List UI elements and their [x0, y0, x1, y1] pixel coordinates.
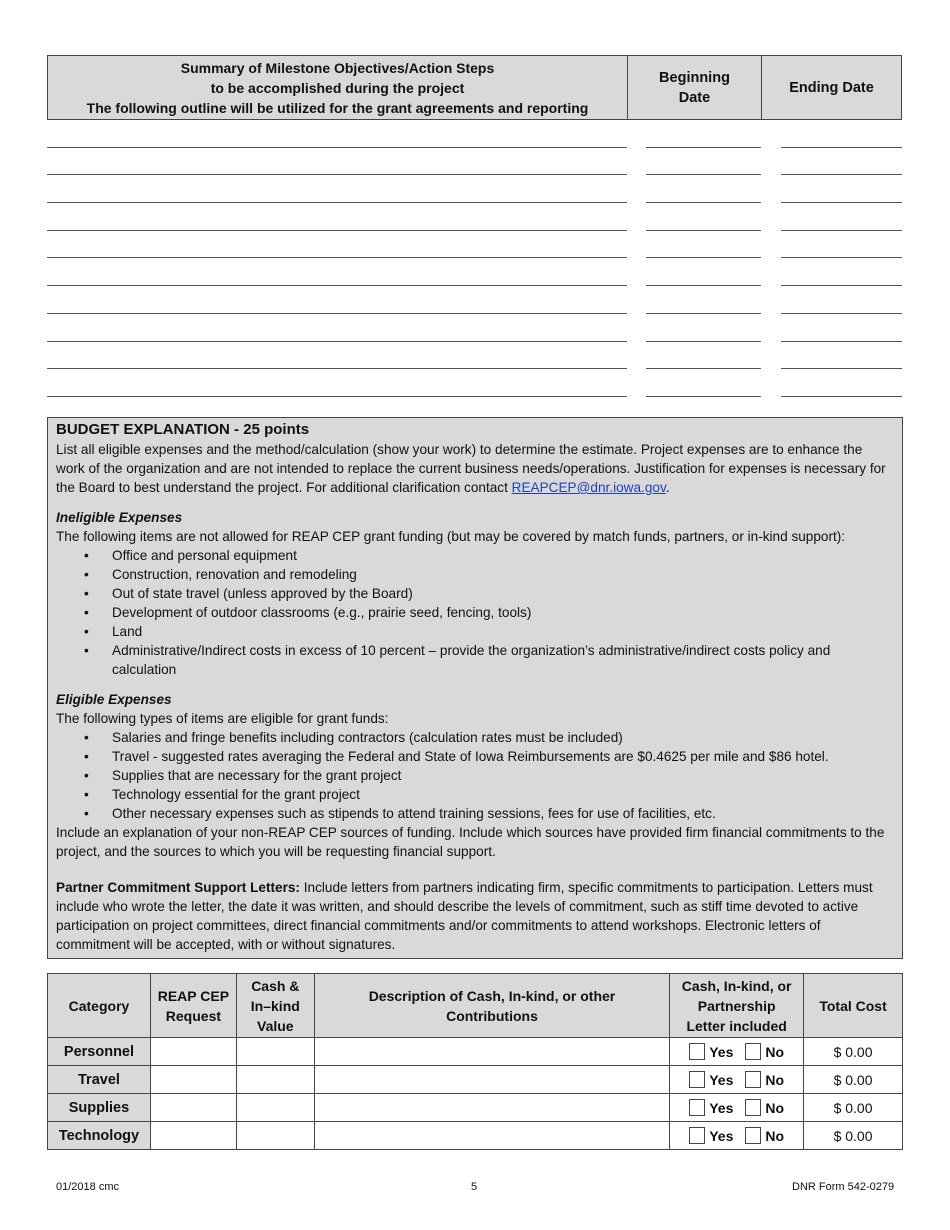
list-item: • Out of state travel (unless approved by the Board) — [112, 584, 894, 603]
cash-inkind-value-header: Cash & In–kind Value — [236, 974, 314, 1038]
table-row — [48, 1038, 903, 1066]
milestone-row[interactable] — [47, 258, 902, 286]
page-number: 5 — [471, 1181, 478, 1193]
reap-request-cell[interactable] — [150, 1066, 236, 1094]
milestone-row[interactable] — [47, 369, 902, 397]
beginning-date-header: Beginning Date — [628, 56, 762, 119]
budget-title: BUDGET EXPLANATION - 25 points — [56, 421, 310, 438]
yes-checkbox[interactable] — [689, 1099, 705, 1116]
milestone-table-header — [47, 55, 902, 120]
milestone-rows — [47, 120, 902, 397]
list-item: • Office and personal equipment — [112, 546, 894, 565]
milestone-row[interactable] — [47, 342, 902, 370]
total-cost-header: Total Cost — [804, 974, 903, 1038]
milestone-row[interactable] — [47, 231, 902, 259]
partner-letters-label: Partner Commitment Support Letters: — [56, 880, 300, 895]
reap-request-header: REAP CEP Request — [150, 974, 236, 1038]
list-item: • Administrative/Indirect costs in excess of 10 percent – provide the organization’s administrative/indirect costs policy and calculation — [112, 641, 894, 679]
budget-explanation-section — [47, 417, 903, 959]
funding-note: Include an explanation of your non-REAP CEP sources of funding. Include which sources have provided firm financial commitments to the project, and the sources to which you will be requesting financial support. — [56, 825, 885, 859]
list-item: • Salaries and fringe benefits including contractors (calculation rates must be included) — [112, 728, 894, 747]
category-cell: Personnel — [48, 1038, 151, 1066]
milestone-row[interactable] — [47, 175, 902, 203]
yes-label: Yes — [709, 1099, 734, 1116]
yes-label: Yes — [709, 1071, 734, 1088]
letter-included-cell — [670, 1122, 804, 1150]
objective-line[interactable] — [47, 396, 627, 397]
total-cost-cell: $ 0.00 — [804, 1066, 903, 1094]
table-row — [48, 1122, 903, 1150]
list-item: • Other necessary expenses such as stipends to attend training sessions, fees for use of facilities, etc. — [112, 804, 894, 823]
eligible-list — [56, 728, 894, 823]
no-label: No — [765, 1043, 785, 1060]
eligible-expenses-heading: Eligible Expenses — [56, 692, 172, 707]
footer-date: 01/2018 cmc — [56, 1181, 119, 1193]
milestone-row[interactable] — [47, 148, 902, 176]
list-item: • Construction, renovation and remodeling — [112, 565, 894, 584]
form-number: DNR Form 542-0279 — [792, 1181, 895, 1193]
milestone-row[interactable] — [47, 203, 902, 231]
budget-table-header-row — [48, 974, 903, 1038]
yes-label: Yes — [709, 1127, 734, 1144]
milestone-row[interactable] — [47, 286, 902, 314]
total-cost-cell: $ 0.00 — [804, 1038, 903, 1066]
partner-letters-paragraph: Partner Commitment Support Letters: Include letters from partners indicating firm, specific commitments to participation. Letters must include who wrote the letter, the date it was written, and should describe the levels of commitment, such as stiff time devoted to active participation on project committees, direct financial commitments and/or commitments to attend workshops. Electronic letters of commitment will be accepted, with or without signatures. — [56, 880, 873, 952]
beginning-date-line[interactable] — [646, 396, 761, 397]
category-cell: Travel — [48, 1066, 151, 1094]
ineligible-intro: The following items are not allowed for REAP CEP grant funding (but may be covered by match funds, partners, or in-kind support): — [56, 529, 846, 544]
ineligible-list — [56, 546, 894, 679]
cash-inkind-cell[interactable] — [236, 1122, 314, 1150]
no-checkbox[interactable] — [745, 1043, 761, 1060]
budget-intro: List all eligible expenses and the method/calculation (show your work) to determine the estimate. Project expenses are to enhance the work of the organization and are not intended to replace the current business needs/operations. Justification for expenses is necessary for the Board to best understand the project. For additional clarification contact REAPCEP@dnr.iowa.gov. — [56, 442, 886, 495]
list-item: • Supplies that are necessary for the grant project — [112, 766, 894, 785]
no-checkbox[interactable] — [745, 1071, 761, 1088]
reap-request-cell[interactable] — [150, 1122, 236, 1150]
category-header: Category — [48, 974, 151, 1038]
cash-inkind-cell[interactable] — [236, 1038, 314, 1066]
description-cell[interactable] — [314, 1066, 669, 1094]
milestone-header-line: The following outline will be utilized for the grant agreements and reporting — [86, 99, 589, 116]
no-label: No — [765, 1071, 785, 1088]
yes-label: Yes — [709, 1043, 734, 1060]
email-link[interactable]: REAPCEP@dnr.iowa.gov — [511, 480, 666, 495]
category-cell: Technology — [48, 1122, 151, 1150]
letter-included-cell — [670, 1038, 804, 1066]
milestone-header-line: Summary of Milestone Objectives/Action Steps — [180, 59, 495, 76]
ineligible-expenses-heading: Ineligible Expenses — [56, 510, 183, 525]
no-checkbox[interactable] — [745, 1099, 761, 1116]
no-checkbox[interactable] — [745, 1127, 761, 1144]
table-row — [48, 1094, 903, 1122]
letter-included-cell — [670, 1094, 804, 1122]
eligible-intro: The following types of items are eligible for grant funds: — [56, 711, 389, 726]
table-row — [48, 1066, 903, 1094]
cash-inkind-cell[interactable] — [236, 1066, 314, 1094]
total-cost-cell: $ 0.00 — [804, 1094, 903, 1122]
list-item: • Technology essential for the grant project — [112, 785, 894, 804]
letter-included-cell — [670, 1066, 804, 1094]
budget-table — [47, 973, 903, 1150]
category-cell: Supplies — [48, 1094, 151, 1122]
description-cell[interactable] — [314, 1038, 669, 1066]
ending-date-line[interactable] — [781, 396, 902, 397]
reap-request-cell[interactable] — [150, 1038, 236, 1066]
list-item: • Travel - suggested rates averaging the Federal and State of Iowa Reimbursements are $0.4625 per mile and $86 hotel. — [112, 747, 894, 766]
list-item: • Development of outdoor classrooms (e.g., prairie seed, fencing, tools) — [112, 603, 894, 622]
cash-inkind-cell[interactable] — [236, 1094, 314, 1122]
list-item: • Land — [112, 622, 894, 641]
yes-checkbox[interactable] — [689, 1127, 705, 1144]
total-cost-cell: $ 0.00 — [804, 1122, 903, 1150]
description-cell[interactable] — [314, 1122, 669, 1150]
description-header: Description of Cash, In-kind, or other Contributions — [314, 974, 669, 1038]
milestone-header-line: to be accomplished during the project — [210, 79, 465, 96]
milestone-row[interactable] — [47, 314, 902, 342]
ending-date-header: Ending Date — [789, 79, 874, 96]
letter-included-header: Cash, In-kind, or Partnership Letter included — [670, 974, 804, 1038]
no-label: No — [765, 1127, 785, 1144]
milestone-row[interactable] — [47, 120, 902, 148]
milestone-objectives-header — [48, 56, 628, 119]
yes-checkbox[interactable] — [689, 1043, 705, 1060]
no-label: No — [765, 1099, 785, 1116]
description-cell[interactable] — [314, 1094, 669, 1122]
reap-request-cell[interactable] — [150, 1094, 236, 1122]
yes-checkbox[interactable] — [689, 1071, 705, 1088]
